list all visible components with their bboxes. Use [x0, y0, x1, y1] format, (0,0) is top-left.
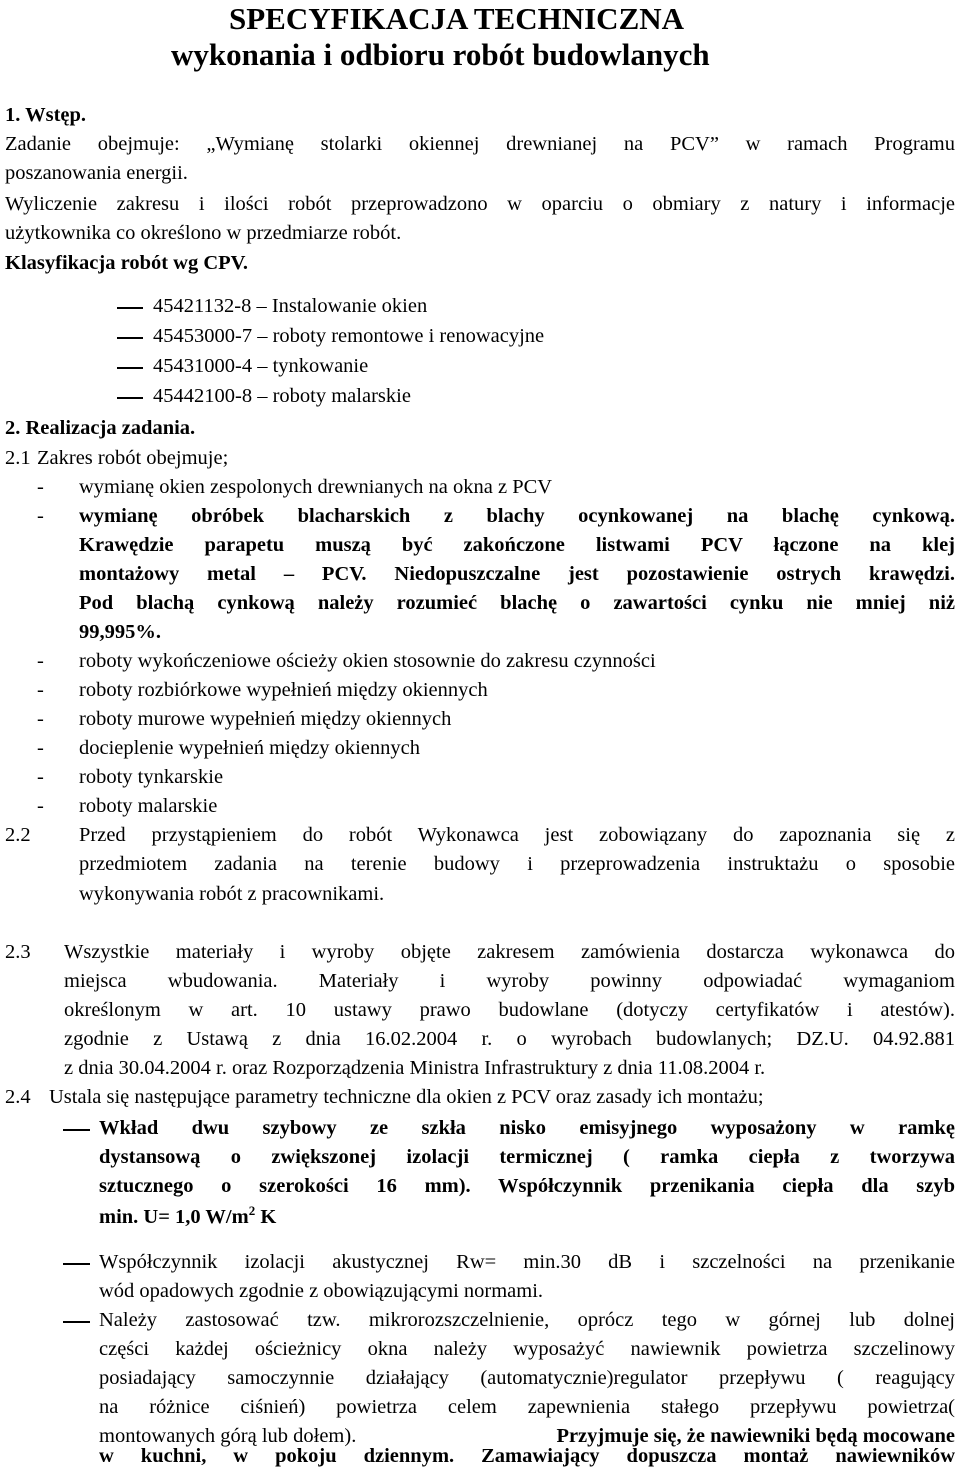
dash-bullet-icon	[117, 307, 143, 309]
scope-item-bold-line: wymianę obróbek blacharskich z blachy ocynkowanej na blachę cynkową.	[79, 505, 955, 527]
requirement-line: na różnice ciśnień) powietrza celem zapewnienia stałego przepływu powietrza(	[99, 1396, 955, 1418]
scope-item-bold-line: Pod blachą cynkową należy rozumieć blachę o zawartości cynku nie mniej niż	[79, 592, 955, 614]
paragraph-line: zgodnie z Ustawą z dnia 16.02.2004 r. o wyrobach budowlanych; DZ.U. 04.92.881	[64, 1028, 955, 1050]
hyphen-bullet-icon: -	[37, 795, 44, 817]
subsection-intro: Zakres robót obejmuje;	[37, 447, 229, 469]
subsection-intro: Ustala się następujące parametry techniczne dla okien z PCV oraz zasady ich montażu;	[49, 1086, 764, 1108]
dash-bullet-icon	[63, 1129, 90, 1131]
requirement-bold-line: w kuchni, w pokoju dziennym. Zamawiający dopuszcza montaż nawiewników	[99, 1445, 955, 1467]
dash-bullet-icon	[117, 367, 143, 369]
requirement-bold-text: Przyjmuje się, że nawiewniki będą mocowane	[551, 1425, 955, 1447]
document-title: SPECYFIKACJA TECHNICZNA	[229, 1, 685, 36]
hyphen-bullet-icon: -	[37, 708, 44, 730]
scope-paragraph-line: poszanowania energii.	[5, 162, 188, 184]
scope-item-bold-line: montażowy metal – PCV. Niedopuszczalne jest pozostawienie ostrych krawędzi.	[79, 563, 955, 585]
section-2-heading: 2. Realizacja zadania.	[5, 417, 196, 439]
cpv-item: 45431000-4 – tynkowanie	[153, 355, 369, 377]
subsection-number: 2.3	[5, 941, 31, 963]
scope-item-bold-line: Krawędzie parapetu muszą być zakończone listwami PCV łączone na klej	[79, 534, 955, 556]
cpv-item: 45453000-7 – roboty remontowe i renowacyjne	[153, 325, 545, 347]
requirement-line: posiadający samoczynnie działający (automatycznie)regulator przepływu ( reagujący	[99, 1367, 955, 1389]
requirement-bold-line: dystansową o zwiększonej izolacji termicznej ( ramka ciepła z tworzywa	[99, 1146, 955, 1168]
section-1-heading: 1. Wstęp.	[5, 104, 87, 126]
scope-item-bold-line: 99,995%.	[79, 621, 161, 643]
subsection-number: 2.1	[5, 447, 31, 469]
scope-item: roboty wykończeniowe ościeży okien stosownie do zakresu czynności	[79, 650, 656, 672]
paragraph-line: miejsca wbudowania. Materiały i wyroby powinny odpowiadać wymaganiom	[64, 970, 955, 992]
requirement-bold-line: Wkład dwu szybowy ze szkła nisko emisyjnego wyposażony w ramkę	[99, 1117, 955, 1139]
scope-item: docieplenie wypełnień między okiennych	[79, 737, 420, 759]
paragraph-line: przedmiotem zadania na terenie budowy i przeprowadzenia instruktażu o sposobie	[79, 853, 955, 875]
calculation-paragraph-line: Wyliczenie zakresu i ilości robót przeprowadzono w oparciu o obmiary z natury i informacje	[5, 193, 955, 215]
scope-item: roboty tynkarskie	[79, 766, 224, 788]
hyphen-bullet-icon: -	[37, 679, 44, 701]
dash-bullet-icon	[63, 1263, 90, 1265]
requirement-line: Współczynnik izolacji akustycznej Rw= min.30 dB i szczelności na przenikanie	[99, 1251, 955, 1273]
requirement-bold-line	[99, 1203, 276, 1231]
dash-bullet-icon	[117, 337, 143, 339]
hyphen-bullet-icon: -	[37, 476, 44, 498]
scope-paragraph-line: Zadanie obejmuje: „Wymianę stolarki okiennej drewnianej na PCV” w ramach Programu	[5, 133, 955, 155]
cpv-heading: Klasyfikacja robót wg CPV.	[5, 252, 248, 274]
u-value-text: min. U= 1,0 W/m	[99, 1206, 249, 1228]
hyphen-bullet-icon: -	[37, 650, 44, 672]
paragraph-line: określonym w art. 10 ustawy prawo budowlane (dotyczy certyfikatów i atestów).	[64, 999, 955, 1021]
subsection-number: 2.2	[5, 824, 31, 846]
scope-item: roboty rozbiórkowe wypełnień między okiennych	[79, 679, 488, 701]
paragraph-line: wykonywania robót z pracownikami.	[79, 883, 385, 905]
hyphen-bullet-icon: -	[37, 766, 44, 788]
requirement-line: części każdej ościeżnicy okna należy wyposażyć nawiewnik powietrza szczelinowy	[99, 1338, 955, 1360]
paragraph-line: Wszystkie materiały i wyroby objęte zakresem zamówienia dostarcza wykonawca do	[64, 941, 955, 963]
subsection-number: 2.4	[5, 1086, 31, 1108]
scope-item: wymianę okien zespolonych drewnianych na okna z PCV	[79, 476, 553, 498]
cpv-item: 45442100-8 – roboty malarskie	[153, 385, 411, 407]
document-subtitle: wykonania i odbioru robót budowlanych	[171, 37, 710, 72]
scope-item: roboty murowe wypełnień między okiennych	[79, 708, 452, 730]
requirement-line: wód opadowych zgodnie z obowiązującymi normami.	[99, 1280, 544, 1302]
superscript-exponent: 2	[248, 1203, 256, 1218]
hyphen-bullet-icon: -	[37, 505, 44, 527]
requirement-text: montowanych górą lub dołem).	[99, 1425, 357, 1447]
dash-bullet-icon	[63, 1321, 90, 1323]
dash-bullet-icon	[117, 397, 143, 399]
requirement-line: Należy zastosować tzw. mikrorozszczelnienie, oprócz tego w górnej lub dolnej	[99, 1309, 955, 1331]
scope-item: roboty malarskie	[79, 795, 218, 817]
cpv-item: 45421132-8 – Instalowanie okien	[153, 295, 428, 317]
hyphen-bullet-icon: -	[37, 737, 44, 759]
u-value-unit: K	[255, 1206, 277, 1228]
requirement-bold-line: sztucznego o szerokości 16 mm). Współczynnik przenikania ciepła dla szyb	[99, 1175, 955, 1197]
calculation-paragraph-line: użytkownika co określono w przedmiarze robót.	[5, 222, 402, 244]
paragraph-line: z dnia 30.04.2004 r. oraz Rozporządzenia Ministra Infrastruktury z dnia 11.08.2004 r.	[64, 1057, 766, 1079]
paragraph-line: Przed przystąpieniem do robót Wykonawca jest zobowiązany do zapoznania się z	[79, 824, 955, 846]
